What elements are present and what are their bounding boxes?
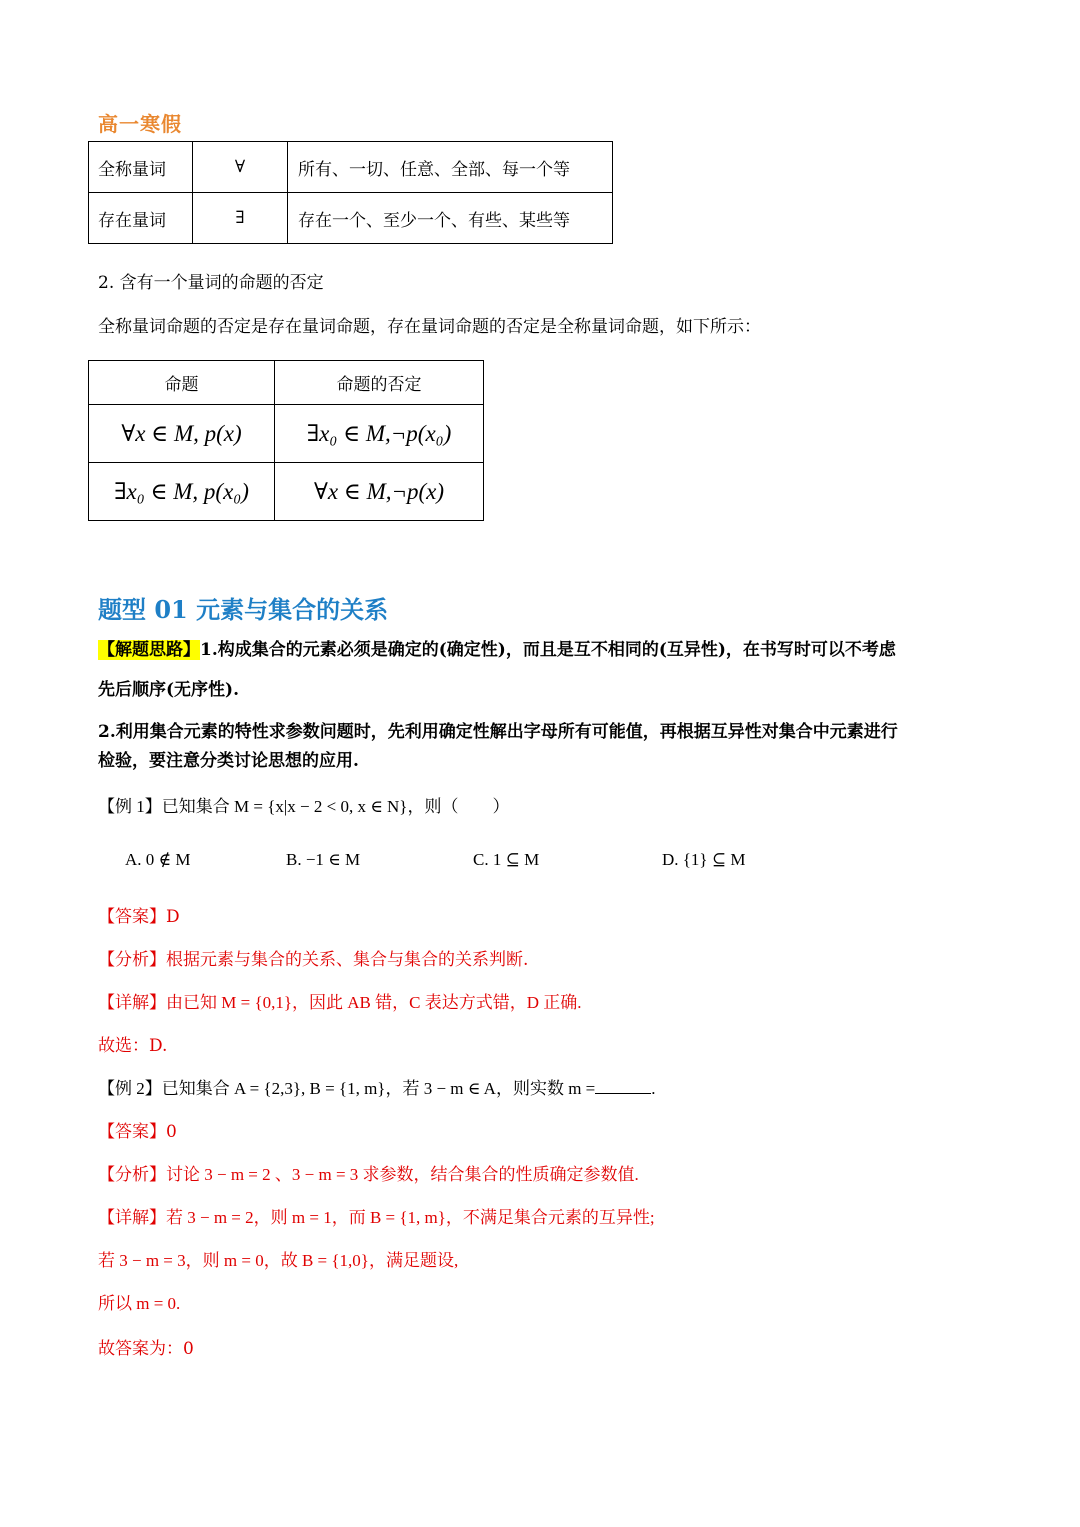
tip-paragraph-2: 2.利用集合元素的特性求参数问题时，先利用确定性解出字母所有可能值，再根据互异性对集合中元素进行 <box>98 722 898 742</box>
answer-blank <box>595 1077 651 1094</box>
example-2-question-end: . <box>651 1079 656 1098</box>
quantifier-words: 存在一个、至少一个、有些、某些等 <box>288 193 613 244</box>
negation-cell: ∀x ∈ M,¬p(x) <box>275 463 484 521</box>
quantifier-name: 存在量词 <box>89 193 193 244</box>
tip-label: 【解题思路】 <box>98 640 200 660</box>
example-1-detail: 【详解】由已知 M = {0,1}，因此 AB 错，C 表达方式错，D 正确. <box>98 993 582 1012</box>
example-1-analysis: 【分析】根据元素与集合的关系、集合与集合的关系判断. <box>98 950 529 970</box>
example-2-detail: 【详解】若 3 − m = 2，则 m = 1，而 B = {1, m}，不满足集合元素的互异性; <box>98 1208 655 1227</box>
option-d: D. {1} ⊆ M <box>662 850 746 869</box>
example-2-detail-line2: 若 3 − m = 3，则 m = 0，故 B = {1,0}，满足题设, <box>98 1251 459 1270</box>
tip-paragraph-2-cont: 检验，要注意分类讨论思想的应用. <box>98 751 359 771</box>
tip-paragraph-1-cont: 先后顺序(无序性). <box>98 680 240 700</box>
quantifier-symbol: ∃ <box>193 193 288 244</box>
negation-intro: 全称量词命题的否定是存在量词命题，存在量词命题的否定是全称量词命题，如下所示： <box>98 317 761 337</box>
column-header: 命题 <box>89 361 275 405</box>
section-title: 题型 01 元素与集合的关系 <box>98 595 389 624</box>
proposition-cell: ∀x ∈ M, p(x) <box>89 405 275 463</box>
tip-text: 1.构成集合的元素必须是确定的(确定性)，而且是互不相同的(互异性)，在书写时可以不考虑 <box>200 640 896 660</box>
example-1-question: 【例 1】已知集合 M = {x|x − 2 < 0, x ∈ N}，则（ ） <box>98 797 510 816</box>
quantifier-table <box>88 141 613 244</box>
tip-paragraph-1 <box>98 630 896 670</box>
negation-heading: 2. 含有一个量词的命题的否定 <box>98 273 324 293</box>
negation-cell: ∃x₀ ∈ M,¬p(x₀) <box>275 405 484 463</box>
quantifier-symbol: ∀ <box>193 142 288 193</box>
option-a: A. 0 ∉ M <box>125 850 191 869</box>
example-2-answer: 【答案】0 <box>98 1122 177 1142</box>
example-1-answer: 【答案】D <box>98 907 180 927</box>
example-2-question-text: 【例 2】已知集合 A = {2,3}, B = {1, m}，若 3 − m ∈ A，则实数 m = <box>98 1079 596 1098</box>
example-2-question <box>98 1074 656 1099</box>
example-2-analysis: 【分析】讨论 3 − m = 2 、3 − m = 3 求参数，结合集合的性质确定参数值. <box>98 1165 639 1184</box>
table-row <box>89 405 484 463</box>
table-row <box>89 463 484 521</box>
option-b: B. −1 ∈ M <box>286 850 361 869</box>
page-header-tag: 高一寒假 <box>98 112 182 136</box>
table-row <box>89 193 613 244</box>
column-header: 命题的否定 <box>275 361 484 405</box>
quantifier-words: 所有、一切、任意、全部、每一个等 <box>288 142 613 193</box>
example-1-conclusion: 故选：D. <box>98 1036 168 1056</box>
quantifier-name: 全称量词 <box>89 142 193 193</box>
example-2-conclusion: 故答案为：0 <box>98 1339 194 1359</box>
example-2-detail-line3: 所以 m = 0. <box>98 1294 181 1313</box>
table-header-row <box>89 361 484 405</box>
negation-table <box>88 360 484 521</box>
option-c: C. 1 ⊆ M <box>473 850 540 869</box>
proposition-cell: ∃x₀ ∈ M, p(x₀) <box>89 463 275 521</box>
table-row <box>89 142 613 193</box>
